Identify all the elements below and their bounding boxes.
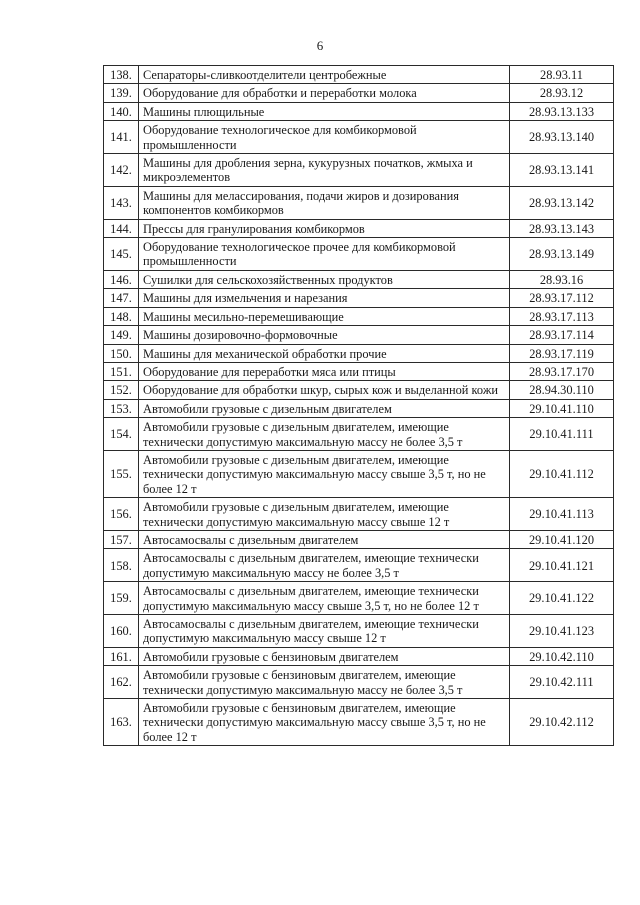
row-number: 158. [104,549,139,582]
table-row [104,582,614,615]
table-row [104,84,614,102]
row-description: Сушилки для сельскохозяйственных продуктов [139,270,510,288]
row-description: Сепараторы-сливкоотделители центробежные [139,66,510,84]
table-row [104,647,614,665]
row-number: 162. [104,666,139,699]
row-description: Автомобили грузовые с бензиновым двигателем, имеющие технически допустимую максимальную массу свыше 3,5 т, но не более 12 т [139,699,510,746]
row-description: Оборудование для обработки и переработки молока [139,84,510,102]
row-code: 28.93.17.114 [510,326,614,344]
row-code: 28.93.17.113 [510,307,614,325]
row-code: 28.93.12 [510,84,614,102]
table-row [104,615,614,648]
row-number: 148. [104,307,139,325]
row-description: Машины дозировочно-формовочные [139,326,510,344]
equipment-table [103,65,614,746]
table-row [104,530,614,548]
row-number: 146. [104,270,139,288]
row-description: Машины плющильные [139,102,510,120]
row-number: 154. [104,418,139,451]
row-description: Автомобили грузовые с дизельным двигателем, имеющие технически допустимую максимальную массу свыше 3,5 т, но не более 12 т [139,450,510,497]
row-code: 28.94.30.110 [510,381,614,399]
row-description: Машины для дробления зерна, кукурузных початков, жмыха и микроэлементов [139,154,510,187]
row-number: 144. [104,219,139,237]
table-row [104,186,614,219]
row-description: Прессы для гранулирования комбикормов [139,219,510,237]
row-number: 152. [104,381,139,399]
row-description: Автомобили грузовые с дизельным двигателем [139,399,510,417]
row-description: Автосамосвалы с дизельным двигателем, имеющие технически допустимую максимальную массу свыше 3,5 т, но не более 12 т [139,582,510,615]
row-code: 29.10.41.123 [510,615,614,648]
row-code: 28.93.13.140 [510,121,614,154]
row-number: 157. [104,530,139,548]
row-code: 29.10.42.110 [510,647,614,665]
row-code: 29.10.41.111 [510,418,614,451]
row-number: 139. [104,84,139,102]
row-number: 142. [104,154,139,187]
row-number: 163. [104,699,139,746]
row-number: 160. [104,615,139,648]
row-description: Автосамосвалы с дизельным двигателем, имеющие технически допустимую максимальную массу не более 3,5 т [139,549,510,582]
table-row [104,121,614,154]
row-description: Автомобили грузовые с бензиновым двигателем, имеющие технически допустимую максимальную массу не более 3,5 т [139,666,510,699]
table-row [104,399,614,417]
table-row [104,344,614,362]
row-number: 147. [104,289,139,307]
row-code: 28.93.13.133 [510,102,614,120]
table-row [104,66,614,84]
table-row [104,549,614,582]
table-row [104,102,614,120]
table-row [104,154,614,187]
row-number: 138. [104,66,139,84]
table-row [104,498,614,531]
table-row [104,381,614,399]
table-row [104,326,614,344]
row-code: 28.93.17.112 [510,289,614,307]
row-code: 28.93.13.142 [510,186,614,219]
row-code: 28.93.13.143 [510,219,614,237]
table-row [104,307,614,325]
table-row [104,270,614,288]
row-number: 150. [104,344,139,362]
row-description: Автомобили грузовые с дизельным двигателем, имеющие технически допустимую максимальную массу свыше 12 т [139,498,510,531]
row-code: 28.93.17.119 [510,344,614,362]
row-code: 29.10.42.111 [510,666,614,699]
row-number: 145. [104,238,139,271]
row-number: 161. [104,647,139,665]
row-code: 28.93.13.149 [510,238,614,271]
row-code: 28.93.13.141 [510,154,614,187]
row-description: Автосамосвалы с дизельным двигателем, имеющие технически допустимую максимальную массу свыше 12 т [139,615,510,648]
row-number: 159. [104,582,139,615]
row-description: Машины для измельчения и нарезания [139,289,510,307]
row-description: Машины месильно-перемешивающие [139,307,510,325]
table-row [104,289,614,307]
row-code: 29.10.41.113 [510,498,614,531]
table-row [104,450,614,497]
row-description: Автомобили грузовые с бензиновым двигателем [139,647,510,665]
row-description: Машины для мелассирования, подачи жиров и дозирования компонентов комбикормов [139,186,510,219]
row-number: 140. [104,102,139,120]
row-description: Оборудование технологическое для комбикормовой промышленности [139,121,510,154]
row-description: Автомобили грузовые с дизельным двигателем, имеющие технически допустимую максимальную массу не более 3,5 т [139,418,510,451]
table-row [104,238,614,271]
table-row [104,362,614,380]
table-row [104,666,614,699]
row-code: 29.10.41.122 [510,582,614,615]
table-row [104,418,614,451]
row-description: Оборудование технологическое прочее для комбикормовой промышленности [139,238,510,271]
row-code: 28.93.17.170 [510,362,614,380]
table-row [104,219,614,237]
table-body [104,66,614,746]
row-code: 28.93.11 [510,66,614,84]
row-number: 141. [104,121,139,154]
row-code: 29.10.41.120 [510,530,614,548]
row-number: 153. [104,399,139,417]
row-number: 156. [104,498,139,531]
row-code: 28.93.16 [510,270,614,288]
row-code: 29.10.41.121 [510,549,614,582]
row-code: 29.10.42.112 [510,699,614,746]
row-number: 149. [104,326,139,344]
row-description: Автосамосвалы с дизельным двигателем [139,530,510,548]
row-description: Машины для механической обработки прочие [139,344,510,362]
page-number: 6 [316,38,324,53]
row-number: 155. [104,450,139,497]
row-code: 29.10.41.112 [510,450,614,497]
table-row [104,699,614,746]
row-number: 151. [104,362,139,380]
row-description: Оборудование для обработки шкур, сырых кож и выделанной кожи [139,381,510,399]
row-code: 29.10.41.110 [510,399,614,417]
row-number: 143. [104,186,139,219]
row-description: Оборудование для переработки мяса или птицы [139,362,510,380]
